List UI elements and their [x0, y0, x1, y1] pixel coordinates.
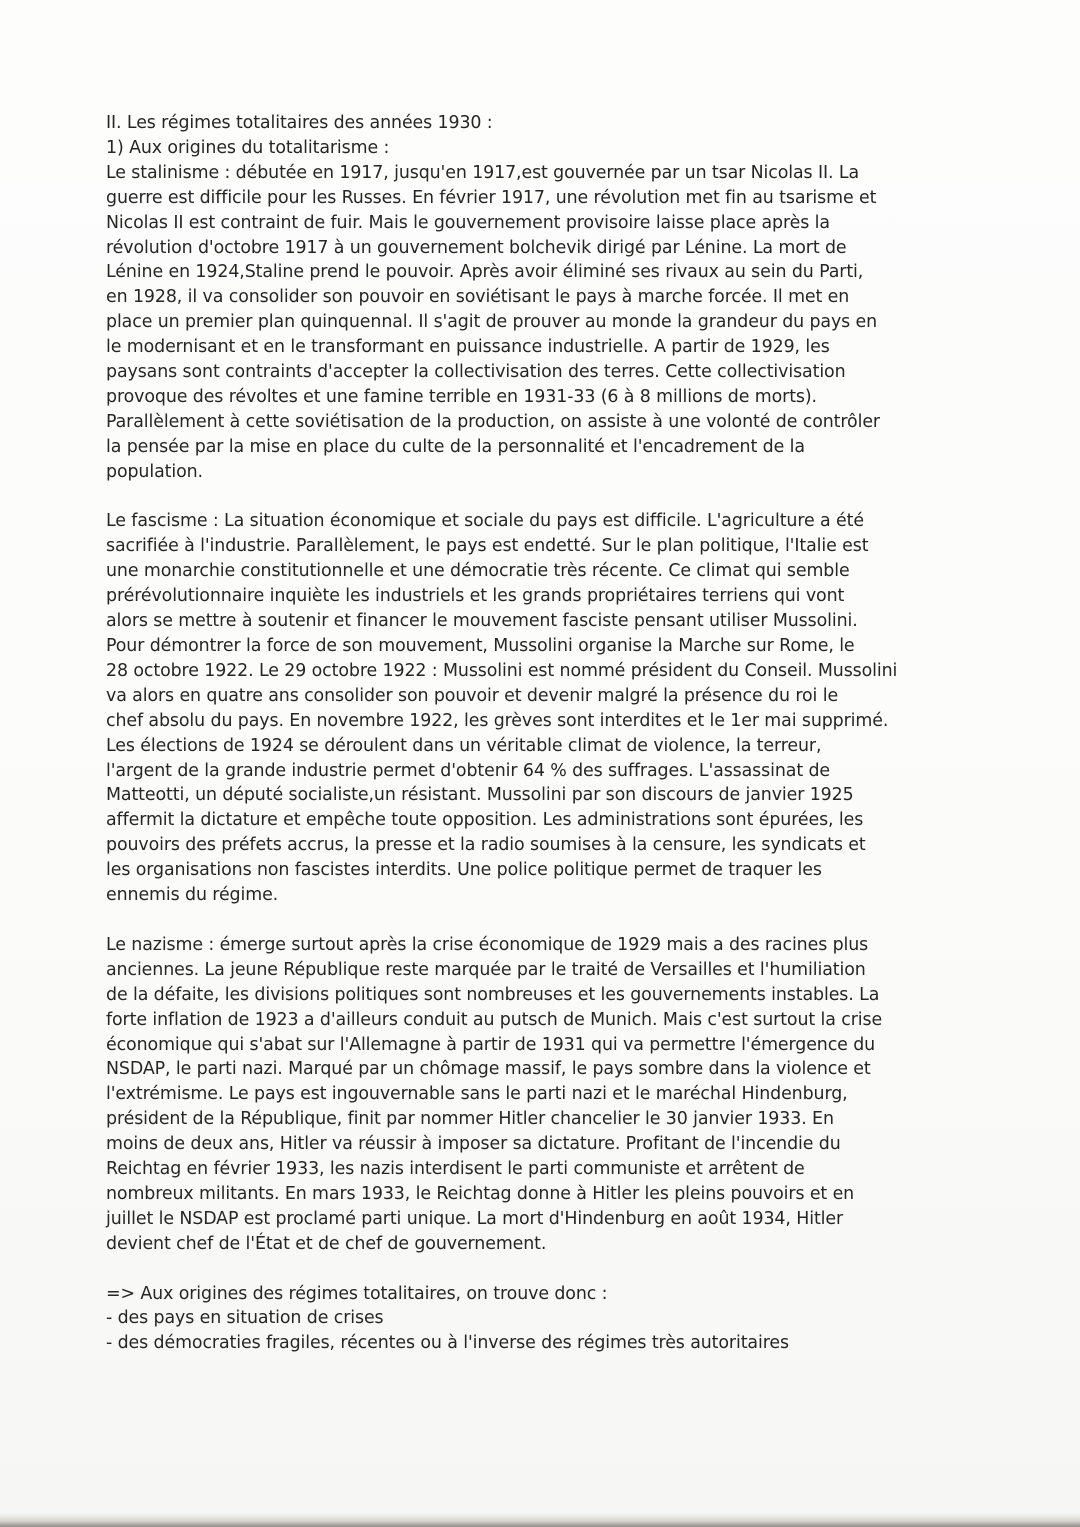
- paragraph-gap: [106, 908, 986, 933]
- text-line: moins de deux ans, Hitler va réussir à imposer sa dictature. Profitant de l'incendie du: [106, 1134, 841, 1155]
- text-line: chef absolu du pays. En novembre 1922, les grèves sont interdites et le 1er mai supprimé.: [106, 710, 889, 731]
- paragraph-gap: [106, 485, 986, 510]
- text-line: pouvoirs des préfets accrus, la presse et la radio soumises à la censure, les syndicats et: [106, 835, 866, 856]
- text-line: - des pays en situation de crises: [106, 1308, 384, 1329]
- text-line: Le fascisme : La situation économique et sociale du pays est difficile. L'agriculture a été: [106, 511, 864, 532]
- text-line: Pour démontrer la force de son mouvement, Mussolini organise la Marche sur Rome, le: [106, 636, 855, 657]
- paragraph-gap: [106, 1257, 986, 1282]
- paragraph-nazisme: [106, 933, 986, 1257]
- text-line: place un premier plan quinquennal. Il s'agit de prouver au monde la grandeur du pays en: [106, 312, 878, 333]
- text-line: Le nazisme : émerge surtout après la crise économique de 1929 mais a des racines plus: [106, 934, 869, 955]
- text-line: anciennes. La jeune République reste marquée par le traité de Versailles et l'humiliation: [106, 959, 866, 980]
- text-line: économique qui s'abat sur l'Allemagne à partir de 1931 qui va permettre l'émergence du: [106, 1034, 876, 1055]
- subsection-title: 1) Aux origines du totalitarisme :: [106, 137, 390, 158]
- text-line: une monarchie constitutionnelle et une démocratie très récente. Ce climat qui semble: [106, 561, 850, 582]
- text-line: en 1928, il va consolider son pouvoir en soviétisant le pays à marche forcée. Il met en: [106, 287, 850, 308]
- text-line: paysans sont contraints d'accepter la collectivisation des terres. Cette collectivisation: [106, 362, 846, 383]
- text-line: sacrifiée à l'industrie. Parallèlement, le pays est endetté. Sur le plan politique, l'Italie est: [106, 536, 869, 557]
- section-title: II. Les régimes totalitaires des années 1930 :: [106, 113, 493, 133]
- text-line: Reichtag en février 1933, les nazis interdisent le parti communiste et arrêtent de: [106, 1159, 805, 1180]
- text-line: population.: [106, 461, 203, 482]
- text-line: les organisations non fascistes interdits. Une police politique permet de traquer les: [106, 860, 822, 881]
- text-line: devient chef de l'État et de chef de gouvernement.: [106, 1233, 547, 1254]
- text-line: NSDAP, le parti nazi. Marqué par un chômage massif, le pays sombre dans la violence et: [106, 1059, 871, 1080]
- text-line: de la défaite, les divisions politiques sont nombreuses et les gouvernements instables. La: [106, 984, 880, 1005]
- text-line: prérévolutionnaire inquiète les industriels et les grands propriétaires terriens qui vont: [106, 586, 845, 607]
- text-line: Matteotti, un député socialiste,un résistant. Mussolini par son discours de janvier 1925: [106, 785, 854, 806]
- text-line: Lénine en 1924,Staline prend le pouvoir. Après avoir éliminé ses rivaux au sein du Parti,: [106, 262, 864, 283]
- text-line: l'argent de la grande industrie permet d'obtenir 64 % des suffrages. L'assassinat de: [106, 760, 831, 781]
- text-line: le modernisant et en le transformant en puissance industrielle. A partir de 1929, les: [106, 337, 830, 358]
- text-line: président de la République, finit par nommer Hitler chancelier le 30 janvier 1933. En: [106, 1109, 834, 1130]
- paragraph-stalinisme: [106, 161, 986, 485]
- text-line: juillet le NSDAP est proclamé parti unique. La mort d'Hindenburg en août 1934, Hitler: [106, 1208, 844, 1229]
- text-line: provoque des révoltes et une famine terrible en 1931-33 (6 à 8 millions de morts).: [106, 386, 817, 407]
- text-line: affermit la dictature et empêche toute opposition. Les administrations sont épurées, les: [106, 810, 864, 831]
- page-bottom-edge: [0, 1513, 1080, 1527]
- text-line: l'extrémisme. Le pays est ingouvernable sans le parti nazi et le maréchal Hindenburg,: [106, 1084, 848, 1105]
- text-line: Nicolas II est contraint de fuir. Mais le gouvernement provisoire laisse place après la: [106, 212, 830, 233]
- text-line: => Aux origines des régimes totalitaires, on trouve donc :: [106, 1283, 608, 1304]
- text-line: Le stalinisme : débutée en 1917, jusqu'en 1917,est gouvernée par un tsar Nicolas II. La: [106, 162, 860, 183]
- text-line: 28 octobre 1922. Le 29 octobre 1922 : Mussolini est nommé président du Conseil. Mussolini: [106, 660, 898, 681]
- text-line: alors se mettre à soutenir et financer le mouvement fasciste pensant utiliser Mussolini.: [106, 611, 858, 632]
- document-body: [106, 111, 986, 1356]
- text-line: la pensée par la mise en place du culte de la personnalité et l'encadrement de la: [106, 436, 805, 457]
- text-line: révolution d'octobre 1917 à un gouvernement bolchevik dirigé par Lénine. La mort de: [106, 237, 847, 258]
- text-line: va alors en quatre ans consolider son pouvoir et devenir malgré la présence du roi le: [106, 685, 839, 706]
- text-line: - des démocraties fragiles, récentes ou à l'inverse des régimes très autoritaires: [106, 1333, 789, 1354]
- text-line: Les élections de 1924 se déroulent dans un véritable climat de violence, la terreur,: [106, 735, 822, 756]
- text-line: ennemis du régime.: [106, 885, 279, 906]
- text-line: nombreux militants. En mars 1933, le Reichtag donne à Hitler les pleins pouvoirs et en: [106, 1183, 855, 1204]
- paragraph-conclusion: [106, 1282, 986, 1357]
- text-line: guerre est difficile pour les Russes. En février 1917, une révolution met fin au tsarisme et: [106, 187, 877, 208]
- text-line: forte inflation de 1923 a d'ailleurs conduit au putsch de Munich. Mais c'est surtout la crise: [106, 1009, 883, 1030]
- text-line: Parallèlement à cette soviétisation de la production, on assiste à une volonté de contrôler: [106, 411, 880, 432]
- paragraph-fascisme: [106, 509, 986, 908]
